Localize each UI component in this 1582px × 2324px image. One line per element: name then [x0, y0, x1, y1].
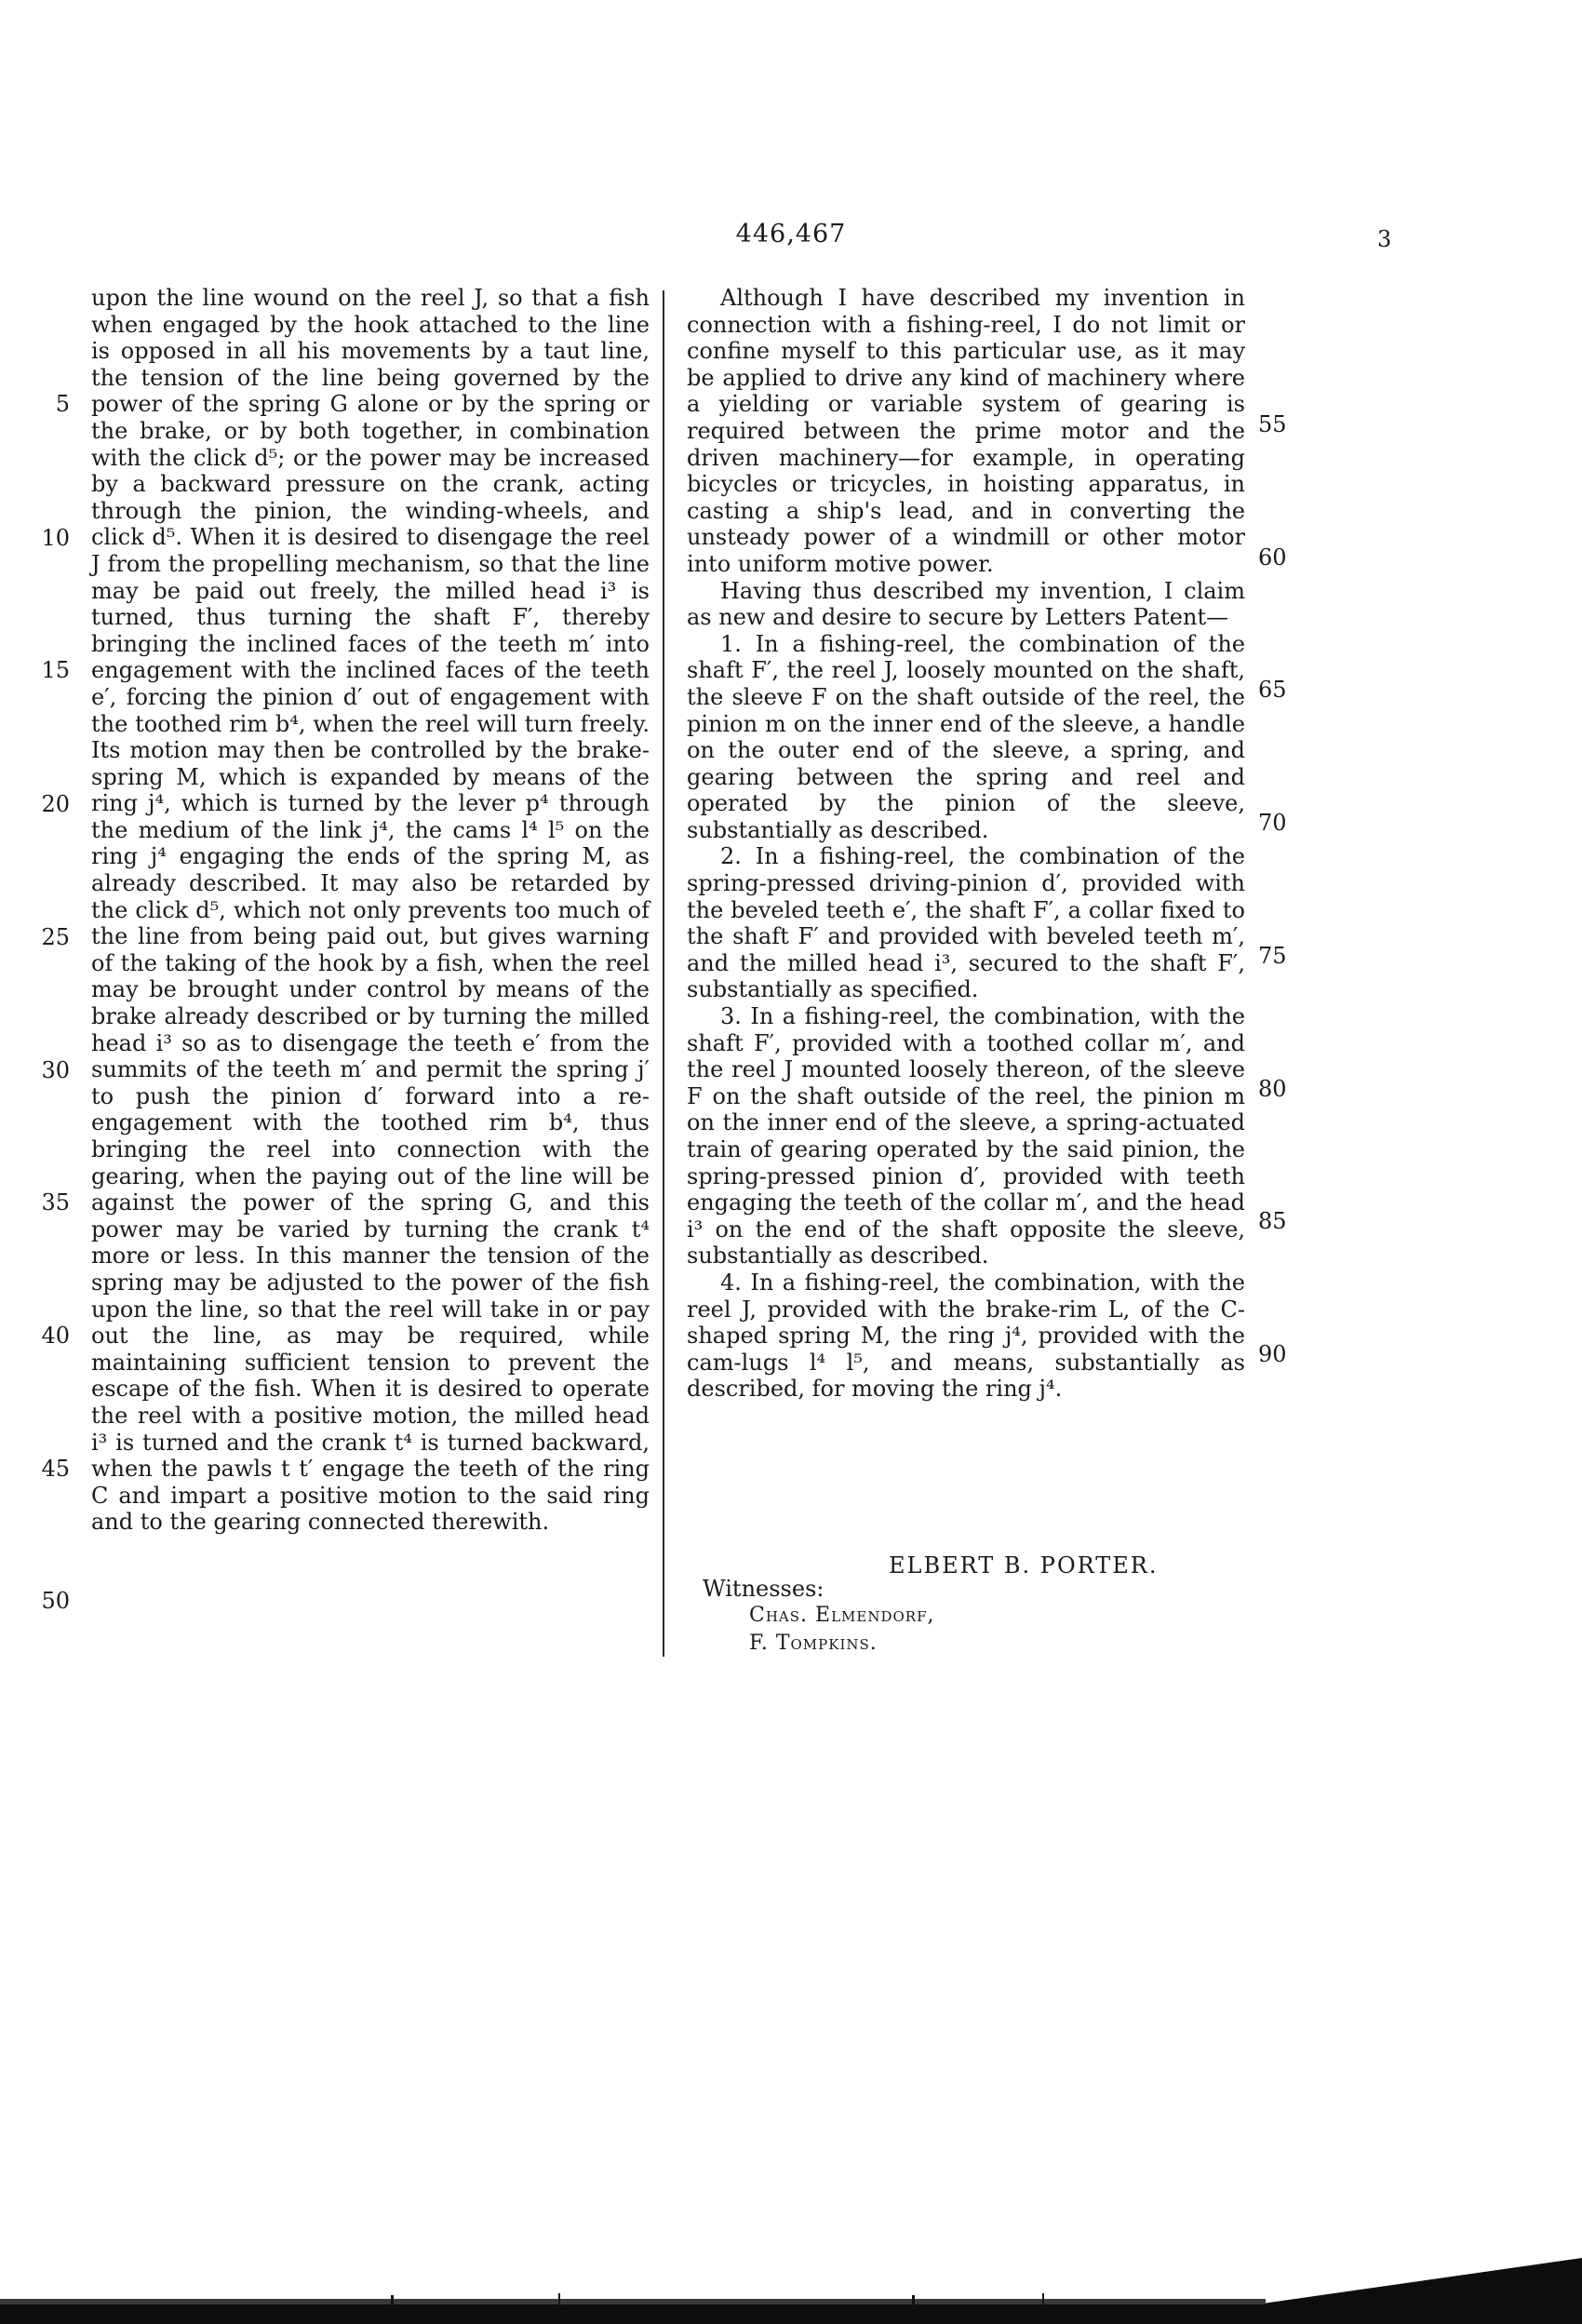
left-column-text: upon the line wound on the reel J, so that a fish when engaged by the hook attached to the line is opposed in all his movements by a taut line, the tension of the line being governed by the power of the spring G alone or by the spring or the brake, or by both together, in combination with the click d⁵; or the power may be increased by a backward pressure on the crank, acting through the pinion, the winding-wheels, and click d⁵. When it is desired to disengage the reel J from the propelling mechanism, so that the line may be paid out freely, the milled head i³ is turned, thus turning the shaft F′, thereby bringing the inclined faces of the teeth m′ into engagement with the inclined faces of the teeth e′, forcing the pinion d′ out of engagement with the toothed rim b⁴, when the reel will turn freely. Its motion may then be controlled by the brake-spring M, which is expanded by means of the ring j⁴, which is turned by the lever p⁴ through the medium of the link j⁴, the cams l⁴ l⁵ on the ring j⁴ engaging the ends of the spring M, as already described. It may also be retarded by the click d⁵, which not only prevents too much of the line from being paid out, but gives warning of the taking of the hook by a fish, when the reel may be brought under control by means of the brake already described or by turning the milled head i³ so as to disengage the teeth e′ from the summits of the teeth m′ and permit the spring j′ to push the pinion d′ forward into a re-engagement with the toothed rim b⁴, thus bringing the reel into connection with the gearing, when the paying out of the line will be against the power of the spring G, and this power may be varied by turning the crank t⁴ more or less. In this manner the tension of the spring may be adjusted to the power of the fish upon the line, so that the reel will take in or pay out the line, as may be required, while maintaining sufficient tension to prevent the escape of the fish. When it is desired to operate the reel with a positive motion, the milled head i³ is turned and the crank t⁴ is turned backward, when the pawls t t′ engage the teeth of the ring C and impart a positive motion to the said ring and to the gearing connected therewith. [91, 285, 650, 1536]
claim-3: 3. In a fishing-reel, the combination, with the shaft F′, provided with a toothed collar m′, and the reel J mounted loosely thereon, of the sleeve F on the shaft outside of the reel, the pinion m on the inner end of the sleeve, a spring-actuated train of gearing operated by the said pinion, the spring-pressed pinion d′, provided with teeth engaging the teeth of the collar m′, and the head i³ on the end of the shaft opposite the sleeve, substantially as described. [687, 1003, 1245, 1269]
witnesses-label: Witnesses: [703, 1576, 825, 1602]
line-number-50: 50 [41, 1588, 70, 1614]
line-number-15: 15 [41, 657, 70, 683]
line-number-65: 65 [1258, 677, 1287, 703]
claim-intro: Having thus described my invention, I claim as new and desire to secure by Letters Patent— [687, 577, 1245, 631]
claim-2: 2. In a fishing-reel, the combination of the spring-pressed driving-pinion d′, provided with the beveled teeth e′, the shaft F′, a collar fixed to the shaft F′ and provided with beveled teeth m′, and the milled head i³, secured to the shaft F′, substantially as specified. [687, 843, 1245, 1003]
line-number-25: 25 [41, 924, 70, 950]
inventor-signature: ELBERT B. PORTER. [889, 1552, 1159, 1578]
line-number-10: 10 [41, 525, 70, 551]
line-number-35: 35 [41, 1189, 70, 1216]
line-number-5: 5 [55, 391, 70, 417]
witness-2: F. Tompkins. [749, 1632, 878, 1655]
witness-1: Chas. Elmendorf, [749, 1604, 935, 1627]
line-number-70: 70 [1258, 810, 1287, 836]
claim-4: 4. In a fishing-reel, the combination, with the reel J, provided with the brake-rim L, of the C-shaped spring M, the ring j⁴, provided with the cam-lugs l⁴ l⁵, and means, substantially as described, for moving the ring j⁴. [687, 1269, 1245, 1403]
line-number-85: 85 [1258, 1208, 1287, 1234]
line-number-60: 60 [1258, 544, 1287, 571]
column-divider [663, 290, 664, 1657]
claim-1: 1. In a fishing-reel, the combination of the shaft F′, the reel J, loosely mounted on the shaft, the sleeve F on the shaft outside of the reel, the pinion m on the inner end of the sleeve, a handle on the outer end of the sleeve, a spring, and gearing between the spring and reel and operated by the pinion of the sleeve, substantially as described. [687, 630, 1245, 843]
line-number-90: 90 [1258, 1341, 1287, 1367]
line-number-80: 80 [1258, 1076, 1287, 1102]
right-column [687, 285, 1245, 1403]
page-number: 3 [1377, 226, 1392, 252]
line-number-45: 45 [41, 1456, 70, 1482]
patent-number: 446,467 [735, 220, 847, 249]
line-number-30: 30 [41, 1057, 70, 1083]
line-number-55: 55 [1258, 411, 1287, 437]
line-number-75: 75 [1258, 943, 1287, 969]
scan-edge-artifact [0, 2252, 1582, 2324]
left-column [91, 285, 650, 1536]
right-column-intro: Although I have described my invention in connection with a fishing-reel, I do not limit or confine myself to this particular use, as it may be applied to drive any kind of machinery where a yielding or variable system of gearing is required between the prime motor and the driven machinery—for example, in operating bicycles or tricycles, in hoisting apparatus, in casting a ship's lead, and in converting the unsteady power of a windmill or other motor into uniform motive power. [687, 285, 1245, 577]
line-number-20: 20 [41, 791, 70, 817]
line-number-40: 40 [41, 1323, 70, 1349]
